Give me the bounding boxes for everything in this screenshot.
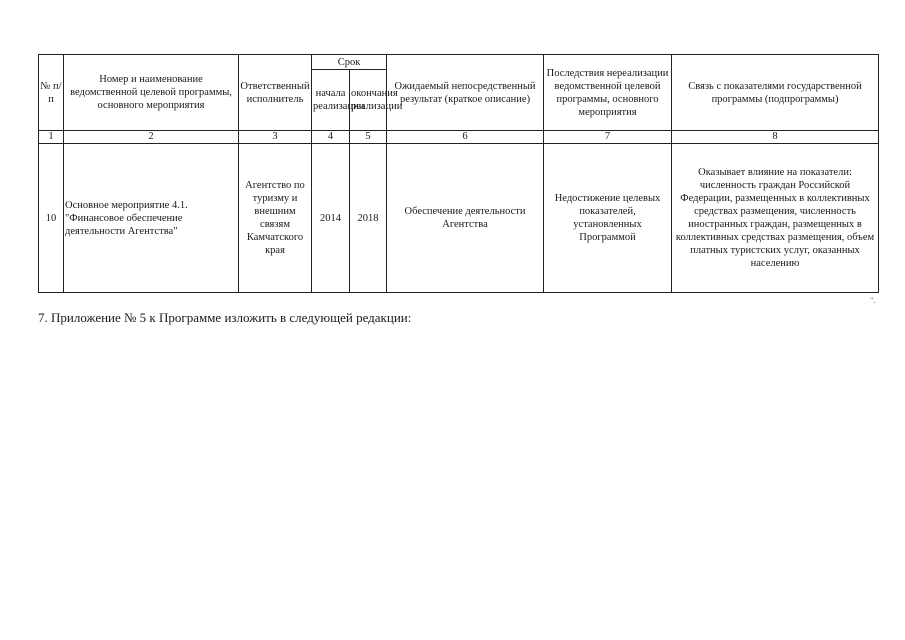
header-term: Срок: [312, 55, 387, 70]
column-number: 1: [39, 131, 64, 144]
row-start: 2014: [312, 144, 350, 293]
column-number: 5: [350, 131, 387, 144]
table-row: [39, 144, 879, 293]
column-number: 8: [672, 131, 879, 144]
row-end: 2018: [350, 144, 387, 293]
column-number: 2: [64, 131, 239, 144]
paragraph-item-7: 7. Приложение № 5 к Программе изложить в следующей редакции:: [38, 310, 412, 325]
row-name: Основное мероприятие 4.1. "Финансовое обеспечение деятельности Агентства": [64, 144, 239, 293]
header-consequences: Последствия нереализации ведомственной целевой программы, основного мероприятия: [544, 55, 672, 131]
row-result: Обеспечение деятельности Агентства: [387, 144, 544, 293]
header-row: [39, 55, 879, 70]
row-num: 10: [39, 144, 64, 293]
row-executor: Агентство по туризму и внешним связям Камчатского края: [239, 144, 312, 293]
header-executor: Ответственный исполнитель: [239, 55, 312, 131]
column-number: 6: [387, 131, 544, 144]
table-end-mark: ".: [870, 296, 876, 305]
header-end: окончания реализации: [350, 70, 387, 131]
column-number: 4: [312, 131, 350, 144]
header-name: Номер и наименование ведомственной целевой программы, основного мероприятия: [64, 55, 239, 131]
program-table: [38, 54, 879, 293]
header-result: Ожидаемый непосредственный результат (краткое описание): [387, 55, 544, 131]
header-link: Связь с показателями государственной программы (подпрограммы): [672, 55, 879, 131]
header-start: начала реализации: [312, 70, 350, 131]
row-link: Оказывает влияние на показатели: численность граждан Российской Федерации, размещенных в коллективных средствах размещения, численность иностранных граждан, размещенных в коллективных средствах размещения, объем платных туристских услуг, оказанных населению: [672, 144, 879, 293]
header-num: № п/п: [39, 55, 64, 131]
row-consequences: Недостижение целевых показателей, установленных Программой: [544, 144, 672, 293]
column-number: 3: [239, 131, 312, 144]
column-number: 7: [544, 131, 672, 144]
column-numbers-row: [39, 131, 879, 144]
